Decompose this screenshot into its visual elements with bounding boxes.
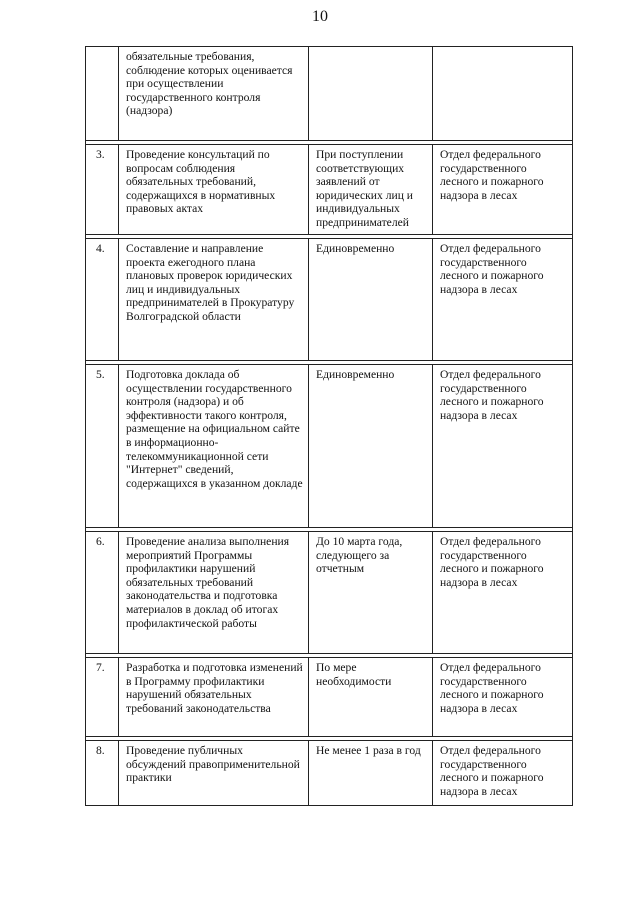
activity-cell: Подготовка доклада об осуществлении государственного контроля (надзора) и об эффективности такого контроля, размещение на официальном сайте в информационно-телекоммуникационной сети "Интернет" сведений, содержащихся в указанном докладе <box>119 365 309 528</box>
row-number <box>86 47 119 141</box>
page-number: 10 <box>312 8 328 25</box>
activity-cell: обязательные требования, соблюдение которых оценивается при осуществлении государственного контроля (надзора) <box>119 47 309 141</box>
activities-table <box>85 46 573 806</box>
deadline-cell: Не менее 1 раза в год <box>309 741 433 806</box>
row-number: 8. <box>86 741 119 806</box>
responsible-cell: Отдел федерального государственного лесного и пожарного надзора в лесах <box>433 658 573 737</box>
row-number: 3. <box>86 145 119 235</box>
activity-cell: Проведение публичных обсуждений правоприменительной практики <box>119 741 309 806</box>
table-row <box>86 145 573 235</box>
table-row <box>86 239 573 361</box>
responsible-cell: Отдел федерального государственного лесного и пожарного надзора в лесах <box>433 741 573 806</box>
table-row <box>86 532 573 654</box>
activity-cell: Составление и направление проекта ежегодного плана плановых проверок юридических лиц и индивидуальных предпринимателей в Прокуратуру Волгоградской области <box>119 239 309 361</box>
table-row <box>86 658 573 737</box>
responsible-cell: Отдел федерального государственного лесного и пожарного надзора в лесах <box>433 365 573 528</box>
activity-cell: Разработка и подготовка изменений в Программу профилактики нарушений обязательных требований законодательства <box>119 658 309 737</box>
deadline-cell: При поступлении соответствующих заявлений от юридических лиц и индивидуальных предпринимателей <box>309 145 433 235</box>
responsible-cell: Отдел федерального государственного лесного и пожарного надзора в лесах <box>433 532 573 654</box>
deadline-cell: Единовременно <box>309 365 433 528</box>
table-row <box>86 741 573 806</box>
responsible-cell: Отдел федерального государственного лесного и пожарного надзора в лесах <box>433 145 573 235</box>
activity-cell: Проведение консультаций по вопросам соблюдения обязательных требований, содержащихся в нормативных правовых актах <box>119 145 309 235</box>
row-number: 7. <box>86 658 119 737</box>
deadline-cell: До 10 марта года, следующего за отчетным <box>309 532 433 654</box>
deadline-cell: По мере необходимости <box>309 658 433 737</box>
table-row <box>86 47 573 141</box>
responsible-cell <box>433 47 573 141</box>
responsible-cell: Отдел федерального государственного лесного и пожарного надзора в лесах <box>433 239 573 361</box>
table-row <box>86 365 573 528</box>
deadline-cell <box>309 47 433 141</box>
row-number: 6. <box>86 532 119 654</box>
activity-cell: Проведение анализа выполнения мероприятий Программы профилактики нарушений обязательных требований законодательства и подготовка материалов в доклад об итогах профилактической работы <box>119 532 309 654</box>
row-number: 5. <box>86 365 119 528</box>
row-number: 4. <box>86 239 119 361</box>
deadline-cell: Единовременно <box>309 239 433 361</box>
